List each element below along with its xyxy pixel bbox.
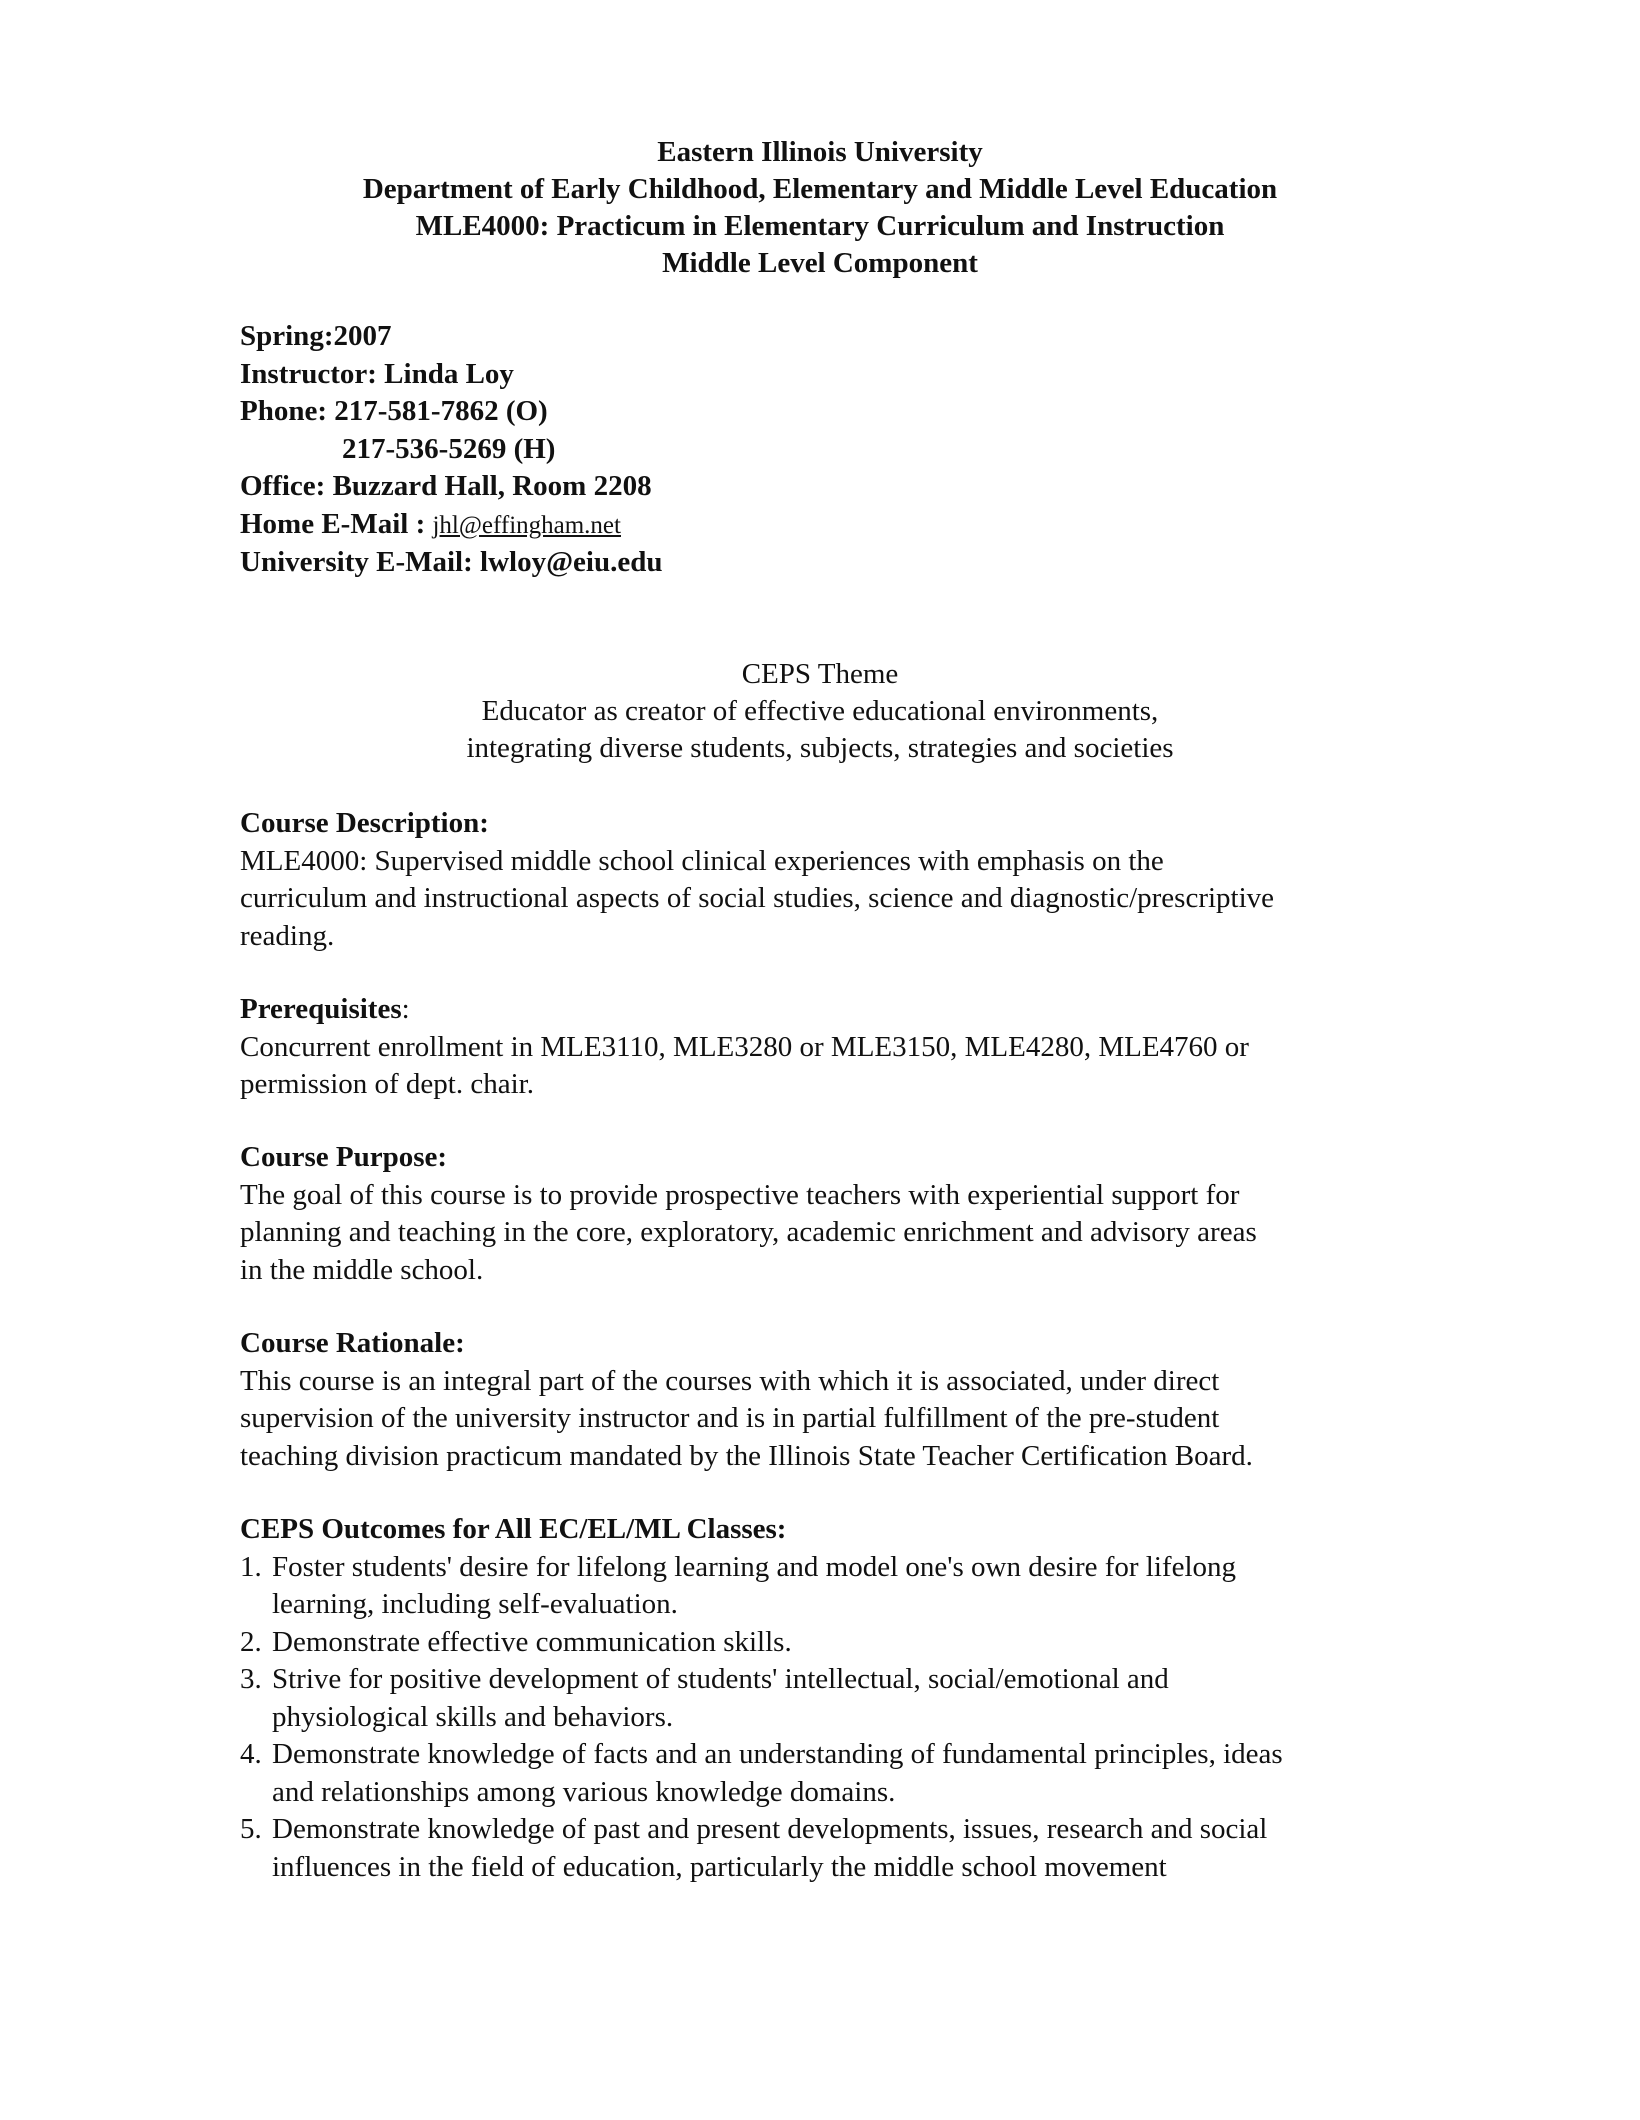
section-heading — [240, 991, 1400, 1029]
list-item-line: Demonstrate knowledge of past and present developments, issues, research and social — [272, 1813, 1268, 1845]
list-item-line: learning, including self-evaluation. — [272, 1588, 678, 1620]
paragraph-line: reading. — [240, 919, 335, 952]
home-email-label: Home E-Mail : — [240, 507, 433, 540]
ceps-theme — [0, 656, 1640, 767]
list-number: 2. — [240, 1625, 262, 1658]
department-name: Department of Early Childhood, Elementary and Middle Level Education — [362, 173, 1278, 205]
section-heading: Course Description: — [240, 807, 489, 839]
course-purpose-section — [240, 1139, 1400, 1289]
list-item-line: physiological skills and behaviors. — [272, 1700, 674, 1733]
course-component: Middle Level Component — [662, 247, 978, 279]
list-number: 5. — [240, 1813, 262, 1845]
home-email-link[interactable]: jhl@effingham.net — [432, 511, 621, 539]
section-heading: Course Purpose: — [240, 1141, 448, 1173]
university-name: Eastern Illinois University — [657, 136, 983, 168]
course-description-section — [240, 805, 1400, 955]
theme-line: Educator as creator of effective educational environments, — [481, 695, 1159, 727]
paragraph-line: curriculum and instructional aspects of social studies, science and diagnostic/prescriptive — [240, 882, 1275, 914]
list-item-line: Strive for positive development of students' intellectual, social/emotional and — [272, 1663, 1169, 1695]
university-email: University E-Mail: lwloy@eiu.edu — [240, 546, 663, 578]
phone-home: 217-536-5269 (H) — [342, 432, 556, 465]
list-item — [240, 1661, 1400, 1736]
list-item-line: Demonstrate effective communication skills. — [272, 1625, 792, 1658]
paragraph-line: planning and teaching in the core, exploratory, academic enrichment and advisory areas — [240, 1216, 1257, 1248]
list-item — [240, 1736, 1400, 1811]
list-item — [240, 1811, 1400, 1886]
paragraph-line: teaching division practicum mandated by the Illinois State Teacher Certification Board. — [240, 1439, 1253, 1472]
term: Spring:2007 — [240, 320, 392, 352]
paragraph-line: Concurrent enrollment in MLE3110, MLE3280 or MLE3150, MLE4280, MLE4760 or — [240, 1030, 1249, 1063]
list-item-line: and relationships among various knowledge domains. — [272, 1775, 896, 1808]
contact-block — [240, 318, 662, 582]
theme-line: integrating diverse students, subjects, strategies and societies — [466, 732, 1174, 764]
ceps-outcomes-section — [240, 1511, 1400, 1886]
course-rationale-section — [240, 1325, 1400, 1475]
paragraph-line: permission of dept. chair. — [240, 1068, 534, 1100]
list-item-line: Demonstrate knowledge of facts and an understanding of fundamental principles, ideas — [272, 1738, 1283, 1770]
theme-title: CEPS Theme — [741, 658, 899, 690]
paragraph-line: This course is an integral part of the courses with which it is associated, under direct — [240, 1364, 1220, 1397]
list-number: 1. — [240, 1550, 262, 1583]
list-number: 4. — [240, 1738, 262, 1770]
section-heading: CEPS Outcomes for All EC/EL/ML Classes: — [240, 1513, 787, 1545]
section-heading: Course Rationale: — [240, 1327, 465, 1359]
course-title: MLE4000: Practicum in Elementary Curriculum and Instruction — [415, 210, 1225, 242]
prerequisites-heading: Prerequisites — [240, 993, 402, 1025]
paragraph-line: supervision of the university instructor and is in partial fulfillment of the pre-student — [240, 1402, 1220, 1434]
document-header — [0, 134, 1640, 282]
outcomes-list — [240, 1549, 1400, 1887]
list-item-line: Foster students' desire for lifelong learning and model one's own desire for lifelong — [272, 1550, 1236, 1583]
prerequisites-section — [240, 991, 1400, 1104]
phone-office: Phone: 217-581-7862 (O) — [240, 395, 548, 427]
paragraph-line: MLE4000: Supervised middle school clinical experiences with emphasis on the — [240, 844, 1164, 877]
home-email-row — [240, 506, 662, 545]
instructor-name: Instructor: Linda Loy — [240, 357, 514, 390]
list-item — [240, 1624, 1400, 1662]
list-item-line: influences in the field of education, particularly the middle school movement — [272, 1850, 1167, 1883]
list-item — [240, 1549, 1400, 1624]
heading-colon: : — [401, 993, 410, 1025]
paragraph-line: in the middle school. — [240, 1253, 484, 1286]
office-location: Office: Buzzard Hall, Room 2208 — [240, 470, 652, 502]
paragraph-line: The goal of this course is to provide prospective teachers with experiential support for — [240, 1178, 1240, 1211]
list-number: 3. — [240, 1663, 262, 1695]
